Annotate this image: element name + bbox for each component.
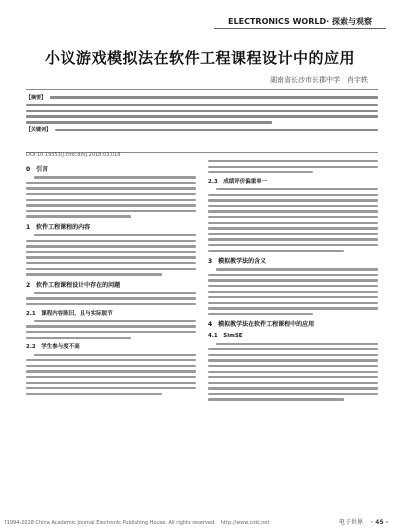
text-line (208, 199, 378, 201)
text-line (208, 359, 378, 361)
subsection-heading: 2.2 学生参与度不高 (26, 344, 80, 351)
section-heading: 1 软件工程课程的内容 (26, 223, 91, 231)
text-line (208, 274, 378, 276)
text-line (208, 210, 378, 212)
text-line (208, 222, 378, 224)
text-line (208, 296, 378, 298)
text-line (208, 348, 378, 350)
subsection-heading: 2.3 成绩评价偏重单一 (208, 178, 268, 185)
text-line (26, 325, 196, 327)
text-line (26, 376, 196, 378)
text-line (208, 398, 344, 400)
text-line (208, 393, 378, 395)
text-line (208, 354, 378, 356)
text-line (208, 291, 378, 293)
subsection-heading: 2.1 课程内容陈旧，且与实际脱节 (26, 310, 113, 317)
text-line (34, 320, 196, 322)
text-line (26, 199, 196, 201)
article-author: 湖南省长沙市长郡中学 肖宇轶 (270, 76, 368, 84)
text-line (26, 365, 196, 367)
text-line (26, 256, 196, 258)
page-footer (339, 517, 388, 526)
article-title: 小议游戏模拟法在软件工程课程设计中的应用 (44, 49, 355, 67)
text-line (34, 354, 196, 356)
text-line (26, 303, 196, 305)
text-line (208, 250, 344, 252)
journal-brand: 电子世界 (338, 519, 363, 526)
text-line (34, 234, 196, 236)
text-line (26, 387, 196, 389)
section-heading: 0 引言 (26, 166, 49, 173)
text-line (208, 279, 378, 281)
text-line (208, 205, 378, 207)
text-line (55, 129, 378, 132)
right-column (208, 132, 378, 404)
text-line (26, 251, 196, 253)
text-line (26, 121, 272, 124)
text-line (26, 273, 162, 275)
text-line (26, 115, 378, 118)
text-line (208, 376, 378, 378)
text-line (34, 292, 196, 294)
left-column (26, 160, 196, 398)
text-line (208, 227, 378, 229)
text-line (208, 387, 378, 389)
text-line (26, 359, 196, 361)
text-line (26, 110, 378, 113)
subsection-heading: 4.1 SimSE (208, 333, 243, 340)
text-line (26, 193, 196, 195)
text-line (208, 160, 378, 162)
text-line (216, 188, 378, 190)
section-heading: 3 模拟教学法的含义 (208, 257, 267, 265)
text-line (26, 215, 131, 217)
text-line (26, 104, 378, 107)
text-line (26, 331, 196, 333)
text-line (26, 240, 196, 242)
text-line (26, 337, 131, 339)
text-line (208, 285, 378, 287)
text-line (208, 365, 378, 367)
text-line (26, 204, 196, 206)
journal-header (214, 14, 386, 29)
text-line (208, 382, 378, 384)
text-line (208, 171, 313, 173)
text-line (208, 313, 313, 315)
text-line (26, 187, 196, 189)
text-line (208, 194, 378, 196)
text-line (26, 262, 196, 264)
abstract-row (26, 95, 378, 101)
text-line (50, 96, 378, 99)
text-line (208, 307, 378, 309)
text-line (26, 182, 196, 184)
text-line (208, 371, 378, 373)
abstract-label: 【摘要】 (26, 95, 47, 102)
text-line (26, 210, 196, 212)
text-line (208, 166, 378, 168)
text-line (208, 216, 378, 218)
text-line (26, 393, 162, 395)
text-line (26, 245, 196, 247)
text-line (208, 244, 378, 246)
text-line (26, 382, 196, 384)
text-line (216, 343, 378, 345)
doi-line: DOI:10.19353/j.cnki.dzsj.2018.03.018 (26, 152, 121, 158)
text-line (26, 370, 196, 372)
section-heading: 4 模拟教学法在软件工程课程中的应用 (208, 321, 315, 329)
section-heading: 2 软件工程课程设计中存在的问题 (26, 281, 121, 289)
text-line (216, 268, 378, 270)
copyright-notice: ?1994-2018 China Academic Journal Electronic Publishing House. All rights reserved. http://www.cnki.net (4, 520, 270, 526)
journal-section: · 探索与观察 (326, 16, 372, 26)
text-line (26, 297, 196, 299)
text-line (26, 268, 196, 270)
keywords-label: 【关键词】 (26, 127, 52, 134)
text-line (34, 176, 196, 178)
text-line (208, 233, 378, 235)
text-line (208, 238, 378, 240)
journal-name: ELECTRONICS WORLD (228, 16, 327, 26)
page-number: · 45 · (370, 519, 388, 526)
text-line (208, 302, 378, 304)
